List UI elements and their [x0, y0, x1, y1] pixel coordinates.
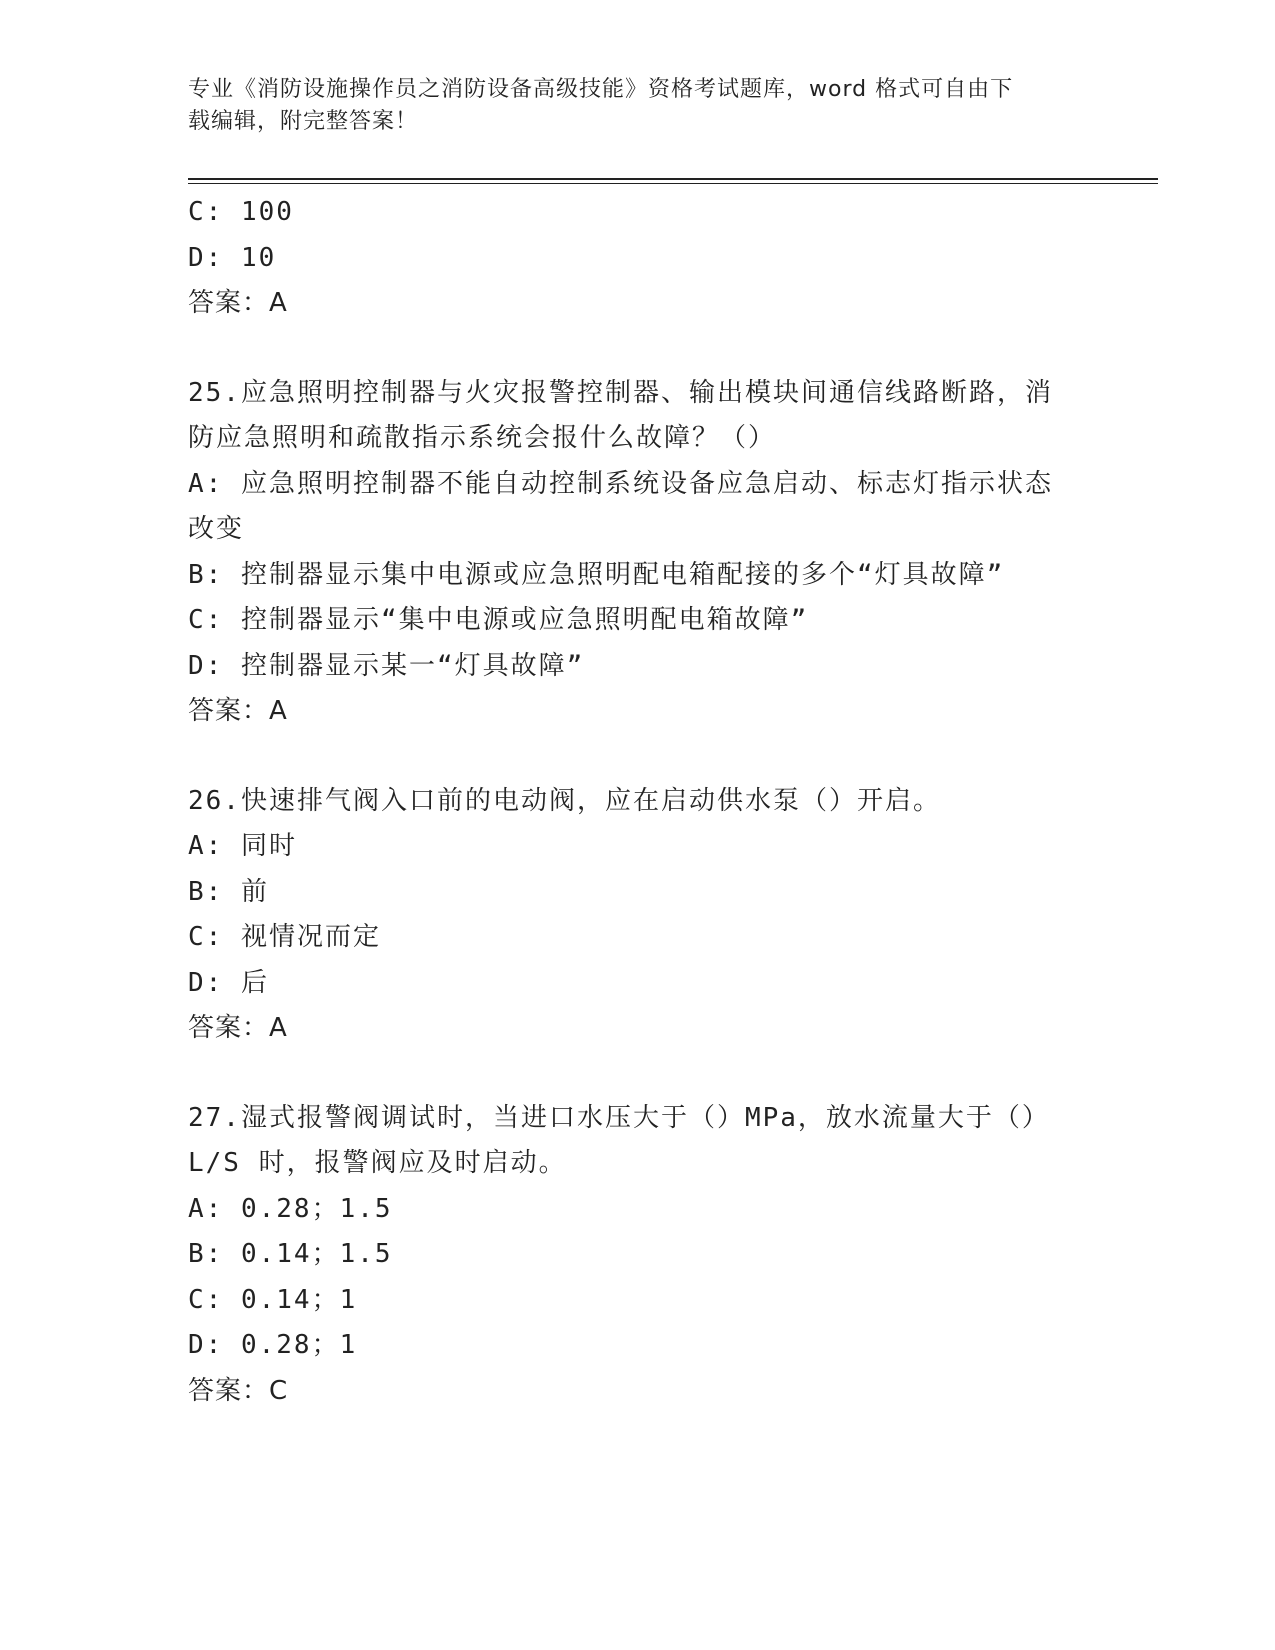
question-25: [188, 371, 1088, 735]
question-stem-line: 防应急照明和疏散指示系统会报什么故障？（）: [188, 423, 777, 453]
header-line-2: 载编辑，附完整答案！: [188, 109, 419, 134]
option-b: B: 控制器显示集中电源或应急照明配电箱配接的多个“灯具故障”: [188, 559, 1005, 590]
option-b: B: 0.14；1.5: [188, 1239, 393, 1269]
answer-line: 答案：A: [188, 696, 288, 726]
option-a: A: 应急照明控制器不能自动控制系统设备应急启动、标志灯指示状态: [188, 468, 1053, 499]
header-rule-thin: [188, 183, 1158, 184]
question-26: [188, 779, 1088, 1052]
question-stem-line: L/S 时，报警阀应及时启动。: [188, 1148, 567, 1178]
option-d: D: 后: [188, 967, 269, 998]
option-a-continued: 改变: [188, 514, 245, 544]
document-header: [188, 74, 1088, 138]
question-stem-line: 27.湿式报警阀调试时，当进口水压大于（）MPa，放水流量大于（）: [188, 1102, 1050, 1133]
option-d: D: 控制器显示某一“灯具故障”: [188, 650, 585, 681]
option-a: A: 同时: [188, 831, 297, 861]
question-list: [188, 190, 1088, 1414]
option-c: C: 100: [188, 197, 294, 227]
header-line-1: 专业《消防设施操作员之消防设备高级技能》资格考试题库，word 格式可自由下: [188, 77, 1014, 102]
answer-line: 答案：A: [188, 288, 288, 318]
question-stem-line: 25.应急照明控制器与火灾报警控制器、输出模块间通信线路断路，消: [188, 377, 1053, 408]
option-d: D: 0.28；1: [188, 1330, 358, 1360]
question-stem-line: 26.快速排气阀入口前的电动阀，应在启动供水泵（）开启。: [188, 785, 941, 816]
question-27: [188, 1096, 1088, 1415]
answer-line: 答案：C: [188, 1375, 289, 1406]
option-a: A: 0.28；1.5: [188, 1193, 393, 1224]
option-b: B: 前: [188, 876, 269, 907]
answer-line: 答案：A: [188, 1013, 288, 1043]
prev-question-continuation: [188, 190, 1088, 327]
option-c: C: 视情况而定: [188, 922, 381, 952]
option-d: D: 10: [188, 242, 277, 273]
option-c: C: 0.14；1: [188, 1284, 358, 1315]
option-c: C: 控制器显示“集中电源或应急照明配电箱故障”: [188, 605, 809, 635]
header-rule-thick: [188, 178, 1158, 180]
